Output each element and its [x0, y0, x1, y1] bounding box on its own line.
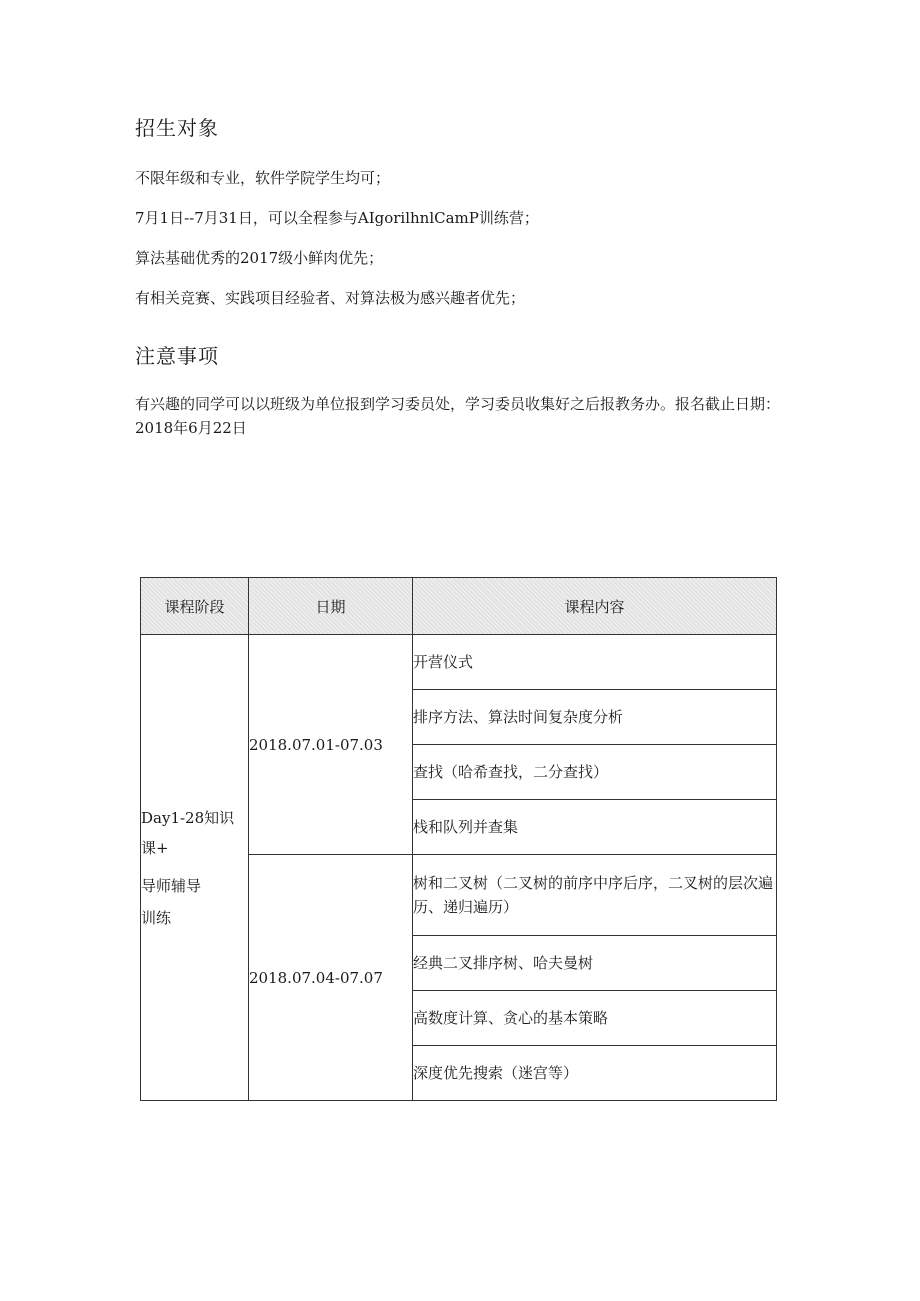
notes-heading: 注意事项	[135, 344, 219, 368]
enrollment-heading: 招生对象	[135, 116, 219, 140]
notes-text: 有兴趣的同学可以以班级为单位报到学习委员处，学习委员收集好之后报教务办。报名截止日期：2018年6月22日	[135, 395, 781, 437]
content-cell: 高数度计算、贪心的基本策略	[413, 991, 777, 1046]
enrollment-item: 7月1日--7月31日，可以全程参与AIgorilhnlCamP训练营；	[135, 209, 539, 227]
content-cell: 栈和队列并查集	[413, 800, 777, 855]
header-date: 日期	[249, 578, 413, 635]
content-cell: 排序方法、算法时间复杂度分析	[413, 690, 777, 745]
enrollment-item: 算法基础优秀的2017级小鲜肉优先；	[135, 249, 384, 267]
content-cell: 查找（哈希查找，二分查找）	[413, 745, 777, 800]
header-stage: 课程阶段	[141, 578, 249, 635]
header-content: 课程内容	[413, 578, 777, 635]
content-cell: 树和二叉树（二叉树的前序中序后序，二叉树的层次遍历、递归遍历）	[413, 855, 777, 936]
content-cell: 深度优先搜索（迷宫等）	[413, 1046, 777, 1101]
stage-line: 训练	[141, 908, 172, 927]
content-cell: 开营仪式	[413, 635, 777, 690]
stage-cell	[141, 635, 249, 1101]
enrollment-item: 不限年级和专业，软件学院学生均可；	[135, 169, 391, 187]
date-cell: 2018.07.04-07.07	[249, 855, 413, 1101]
date-cell: 2018.07.01-07.03	[249, 635, 413, 855]
enrollment-item: 有相关竞赛、实践项目经验者、对算法极为感兴趣者优先；	[135, 289, 526, 307]
table-header-row	[141, 578, 777, 635]
content-cell: 经典二叉排序树、哈夫曼树	[413, 936, 777, 991]
stage-line: 导师辅导	[141, 876, 202, 895]
stage-line: Day1-28知识课+	[141, 808, 235, 857]
course-schedule-table	[140, 577, 777, 1101]
table-row	[141, 635, 777, 690]
